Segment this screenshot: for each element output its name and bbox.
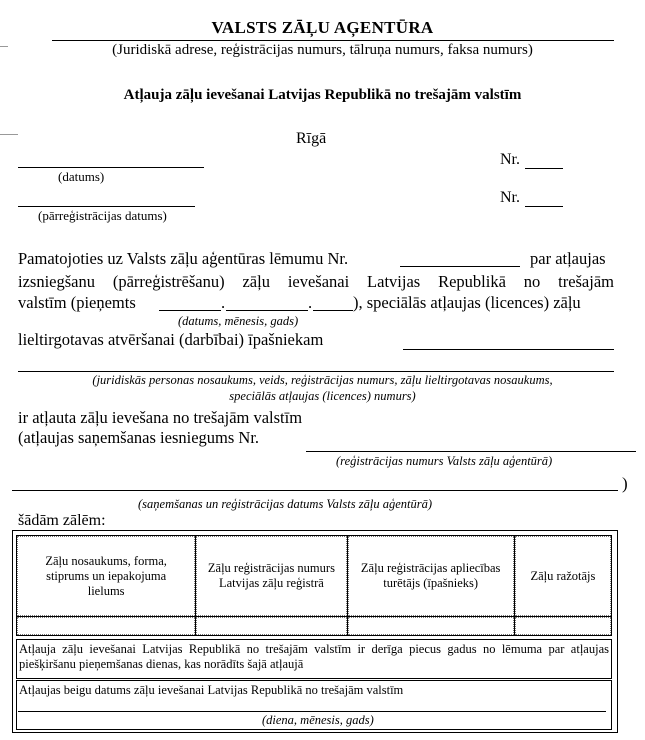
date-dot-2: . — [308, 293, 313, 312]
reg-caption: (reģistrācijas numurs Valsts zāļu aģentūrā) — [336, 454, 553, 468]
body-line-1-end: par atļaujas — [530, 249, 606, 268]
table-row[interactable] — [17, 617, 612, 636]
document-title: Atļauja zāļu ievešanai Latvijas Republikā no trešajām valstīm — [123, 87, 522, 103]
end-date-caption: (diena, mēnesis, gads) — [262, 713, 374, 727]
body-line-2: izsniegšanu (pārreģistrēšanu) zāļu ievešanai Latvijas Republikā no trešajām — [18, 272, 614, 291]
medicines-table — [16, 535, 612, 636]
date-month-line[interactable] — [226, 310, 308, 311]
agency-name: VALSTS ZĀĻU AĢENTŪRA — [211, 18, 434, 37]
header-cell-regnum — [196, 536, 347, 617]
nr-line-2[interactable] — [525, 206, 563, 207]
header-cell-manufacturer — [514, 536, 611, 617]
header-text-holder: Zāļu reģistrācijas apliecības turētājs (īpašnieks) — [360, 561, 501, 590]
owner-caption-1: (juridiskās personas nosaukums, veids, reģistrācijas numurs, zāļu lieltirgotavas nosaukums, — [92, 373, 553, 387]
application-number-line[interactable] — [306, 451, 636, 452]
owner-caption-2: speciālās atļaujas (licences) numurs) — [229, 389, 416, 403]
decision-number-line[interactable] — [400, 266, 520, 267]
nr-label-2: Nr. — [500, 189, 520, 206]
receipt-caption: (saņemšanas un reģistrācijas datums Valsts zāļu aģentūrā) — [138, 497, 432, 511]
body-line-3a: valstīm (pieņemts — [18, 293, 136, 312]
receipt-date-line[interactable] — [12, 490, 618, 491]
validity-note: Atļauja zāļu ievešanai Latvijas Republikā no trešajām valstīm ir derīga piecus gadus no lēmuma par atļaujas piešķiršanu pieņemšanas dienas, kas norādīts šajā atļaujā — [19, 642, 609, 671]
header-cell-holder — [347, 536, 514, 617]
body-line-3b: ), speciālās atļaujas (licences) zāļu — [353, 293, 581, 312]
body-line-1: Pamatojoties uz Valsts zāļu aģentūras lēmumu Nr. — [18, 249, 349, 268]
body-line-4: lieltirgotavas atvēršanai (darbībai) īpašniekam — [18, 330, 324, 349]
date-day-line[interactable] — [159, 310, 221, 311]
header-text-regnum: Zāļu reģistrācijas numurs Latvijas zāļu reģistrā — [207, 561, 335, 590]
body-line-5: ir atļauta zāļu ievešana no trešajām valstīm — [18, 408, 303, 427]
rereg-caption: (pārreģistrācijas datums) — [38, 208, 167, 223]
date-year-line[interactable] — [313, 310, 353, 311]
date-caption: (datums) — [58, 169, 105, 184]
data-cell-name[interactable] — [17, 617, 196, 636]
date-caption-italic: (datums, mēnesis, gads) — [178, 314, 299, 328]
rereg-date-line[interactable] — [18, 206, 195, 207]
data-cell-regnum[interactable] — [196, 617, 347, 636]
date-dot-1: . — [221, 293, 226, 312]
header-rule — [52, 40, 614, 41]
header-cell-name — [17, 536, 196, 617]
close-paren: ) — [622, 474, 628, 493]
data-cell-holder[interactable] — [347, 617, 514, 636]
data-cell-manufacturer[interactable] — [514, 617, 611, 636]
nr-label-1: Nr. — [500, 151, 520, 168]
owner-line-2[interactable] — [18, 371, 614, 372]
end-date-label: Atļaujas beigu datums zāļu ievešanai Latvijas Republikā no trešajām valstīm — [19, 683, 404, 697]
margin-mark — [0, 46, 8, 47]
place: Rīgā — [296, 130, 327, 147]
validity-note-box — [16, 639, 612, 679]
body-line-6: (atļaujas saņemšanas iesniegums Nr. — [18, 428, 260, 447]
nr-line-1[interactable] — [525, 168, 563, 169]
date-line[interactable] — [18, 167, 204, 168]
header-text-manufacturer: Zāļu ražotājs — [530, 568, 596, 583]
address-hint: (Juridiskā adrese, reģistrācijas numurs, tālruņa numurs, faksa numurs) — [112, 42, 533, 58]
owner-line[interactable] — [403, 349, 614, 350]
end-date-line[interactable] — [18, 711, 606, 712]
header-text-name: Zāļu nosaukums, forma, stiprums un iepakojuma lielums — [45, 553, 167, 598]
list-intro: šādām zālēm: — [18, 512, 106, 529]
margin-mark — [0, 134, 18, 135]
